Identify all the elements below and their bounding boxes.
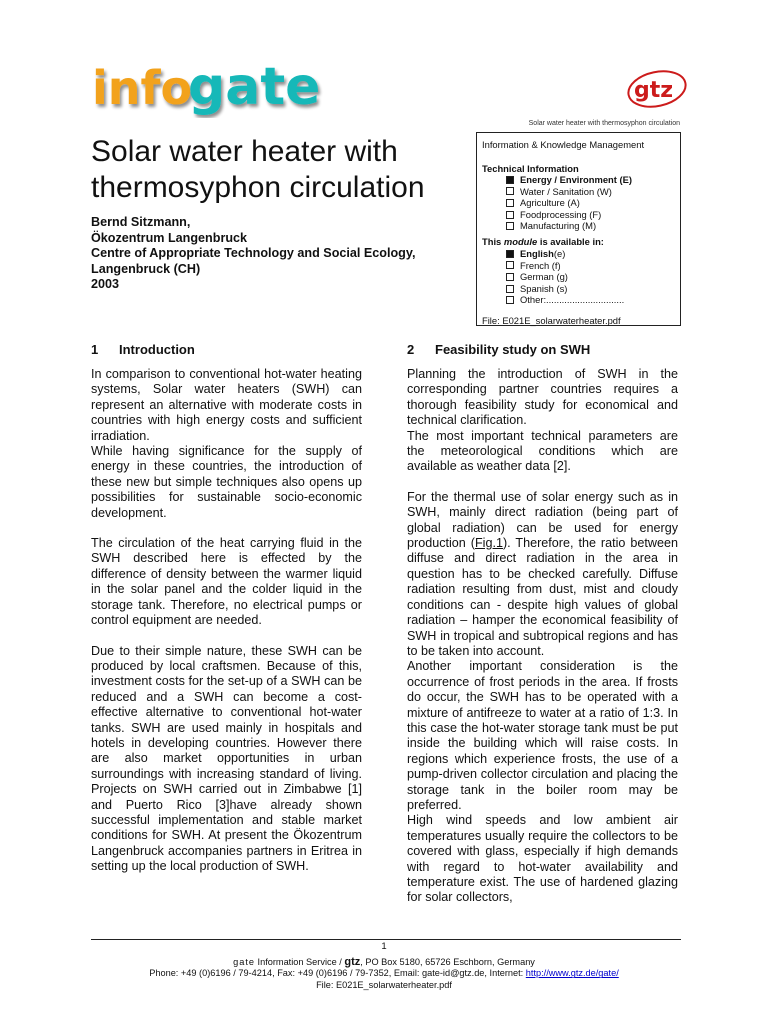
checkbox-unchecked: [506, 199, 514, 207]
file-name: File: E021E_solarwaterheater.pdf: [482, 315, 621, 326]
info-box-heading: Information & Knowledge Management: [482, 139, 645, 150]
language-spanish: [506, 283, 624, 295]
paragraph: While having significance for the supply of energy in these countries, the introduction of these new but simple techniques also opens up possibilities for sustainable socio-economic development.: [91, 444, 362, 520]
topic-foodprocessing: [506, 209, 632, 221]
language-label: German (g): [520, 271, 568, 283]
language-label: Other:..............................: [520, 294, 625, 306]
footer-website-link[interactable]: http://www.gtz.de/gate/: [525, 968, 619, 979]
checkbox-unchecked: [506, 261, 514, 269]
language-label: Spanish (s): [520, 282, 568, 294]
author-location: Langenbruck (CH): [91, 261, 201, 276]
author-block: [91, 215, 471, 293]
author-name: Bernd Sitzmann,: [91, 215, 191, 229]
header-tagline: Solar water heater with thermosyphon circulation: [528, 120, 680, 127]
title-line: thermosyphon circulation: [91, 171, 425, 204]
section-heading-introduction: 1 Introduction: [91, 342, 195, 357]
language-english: [506, 248, 624, 260]
paragraph: The circulation of the heat carrying fluid in the SWH described here is effected by the difference of density between the warmer liquid in the solar panel and the colder liquid in the storage tank. Therefore, no electrical pumps or control equipment are needed.: [91, 536, 362, 628]
topic-checklist: [506, 174, 632, 232]
checkbox-unchecked: [506, 296, 514, 304]
topic-agriculture: [506, 197, 632, 209]
author-organization-full: Centre of Appropriate Technology and Social Ecology,: [91, 246, 416, 261]
author-organization: Ökozentrum Langenbruck: [91, 230, 248, 245]
language-german: [506, 271, 624, 283]
gtz-logo-text: gtz: [634, 78, 674, 103]
paragraph: Another important consideration is the occurrence of frost periods in the area. If frosts do occur, the SWH has to be operated with a mixture of antifreeze to water at a ratio of 1:3. In this case the hot-water storage tank must be put inside the building which will raise costs. In regions which experience frosts, the use of a pump-driven collector circulation and placing the storage tank in the boiler room may be preferred.: [407, 659, 678, 812]
footer-file: File: E021E_solarwaterheater.pdf: [316, 979, 452, 990]
author-year: 2003: [91, 277, 120, 292]
topic-label: Energy / Environment (E): [520, 174, 632, 186]
topic-energy: [506, 174, 632, 186]
topic-label: Water / Sanitation (W): [520, 185, 612, 197]
page-number: 1: [381, 941, 387, 952]
availability-heading: This module is available in:: [482, 236, 604, 247]
language-checklist: [506, 248, 624, 306]
checkbox-checked: [506, 250, 514, 258]
language-french: [506, 260, 624, 272]
language-code: (e): [553, 248, 566, 260]
paragraph: For the thermal use of solar energy such as in SWH, mainly direct radiation (being part of global radiation) can be used for energy production (Fig.1). Therefore, the ratio between diffuse and direct radiation in the area in question has to be checked carefully. Diffuse radiation resulting from dust, mist and cloudy conditions can - despite high values of global radiation – hamper the economical feasibility of SWH in tropical and subtropical regions and has to be taken into account.: [407, 489, 678, 658]
topic-water: [506, 186, 632, 198]
checkbox-unchecked: [506, 273, 514, 281]
infogate-logo: [92, 62, 342, 118]
title-line: Solar water heater with: [91, 135, 398, 168]
topic-label: Foodprocessing (F): [520, 208, 602, 220]
technical-information-heading: Technical Information: [482, 163, 579, 174]
language-label: English: [520, 248, 554, 260]
gtz-logo: [624, 68, 688, 110]
section-heading-feasibility: 2 Feasibility study on SWH: [407, 342, 591, 357]
footer: [0, 957, 768, 991]
topic-manufacturing: [506, 220, 632, 232]
infogate-logo-info: info: [92, 62, 193, 115]
document-title: [91, 134, 461, 206]
module-info-box: [476, 132, 681, 326]
infogate-logo-gate: gate: [188, 62, 321, 117]
paragraph: Due to their simple nature, these SWH can be produced by local craftsmen. Because of this, investment costs for the set-up of a SWH can be reduced and a SWH can become a cost-effective alternative to conventional hot-water tanks. SWH are used mainly in hospitals and hotels in developing countries. However there are also market opportunities in urban surroundings with increasing standard of living. Projects on SWH carried out in Zimbabwe [1] and Puerto Rico [3]have already shown successful implementation and stable market conditions for SWH. At present the Ökozentrum Langenbruck accompanies partners in Eritrea in setting up the local production of SWH.: [91, 643, 362, 874]
topic-label: Manufacturing (M): [520, 220, 597, 232]
checkbox-unchecked: [506, 285, 514, 293]
language-label: French (f): [520, 259, 561, 271]
footer-contact: Phone: +49 (0)6196 / 79-4214, Fax: +49 (0)6196 / 79-7352, Email: gate-id@gtz.de, Internet: http://www.gtz.de/gate/: [149, 968, 619, 979]
checkbox-unchecked: [506, 187, 514, 195]
footer-rule: [91, 939, 681, 940]
paragraph: Planning the introduction of SWH in the corresponding partner countries requires a thorough feasibility study for economical and technical clarification.: [407, 367, 678, 428]
figure-link[interactable]: Fig.1: [474, 536, 503, 551]
checkbox-unchecked: [506, 211, 514, 219]
checkbox-unchecked: [506, 222, 514, 230]
topic-label: Agriculture (A): [520, 197, 580, 209]
footer-address: gate Information Service / gtz, PO Box 5180, 65726 Eschborn, Germany: [233, 956, 535, 968]
column-right: [407, 342, 678, 906]
language-other: [506, 294, 624, 306]
paragraph: The most important technical parameters are the meteorological conditions which are available as weather data [2].: [407, 428, 678, 474]
column-left: [91, 342, 362, 875]
checkbox-checked: [506, 176, 514, 184]
paragraph: In comparison to conventional hot-water heating systems, Solar water heaters (SWH) can represent an alternative with moderate costs in countries with high energy costs and sufficient irradiation.: [91, 367, 362, 443]
paragraph: High wind speeds and low ambient air temperatures usually require the collectors to be covered with glass, especially if high demands with regard to hot-water availability and temperature exist. The use of hardened glazing for solar collectors,: [407, 813, 678, 905]
